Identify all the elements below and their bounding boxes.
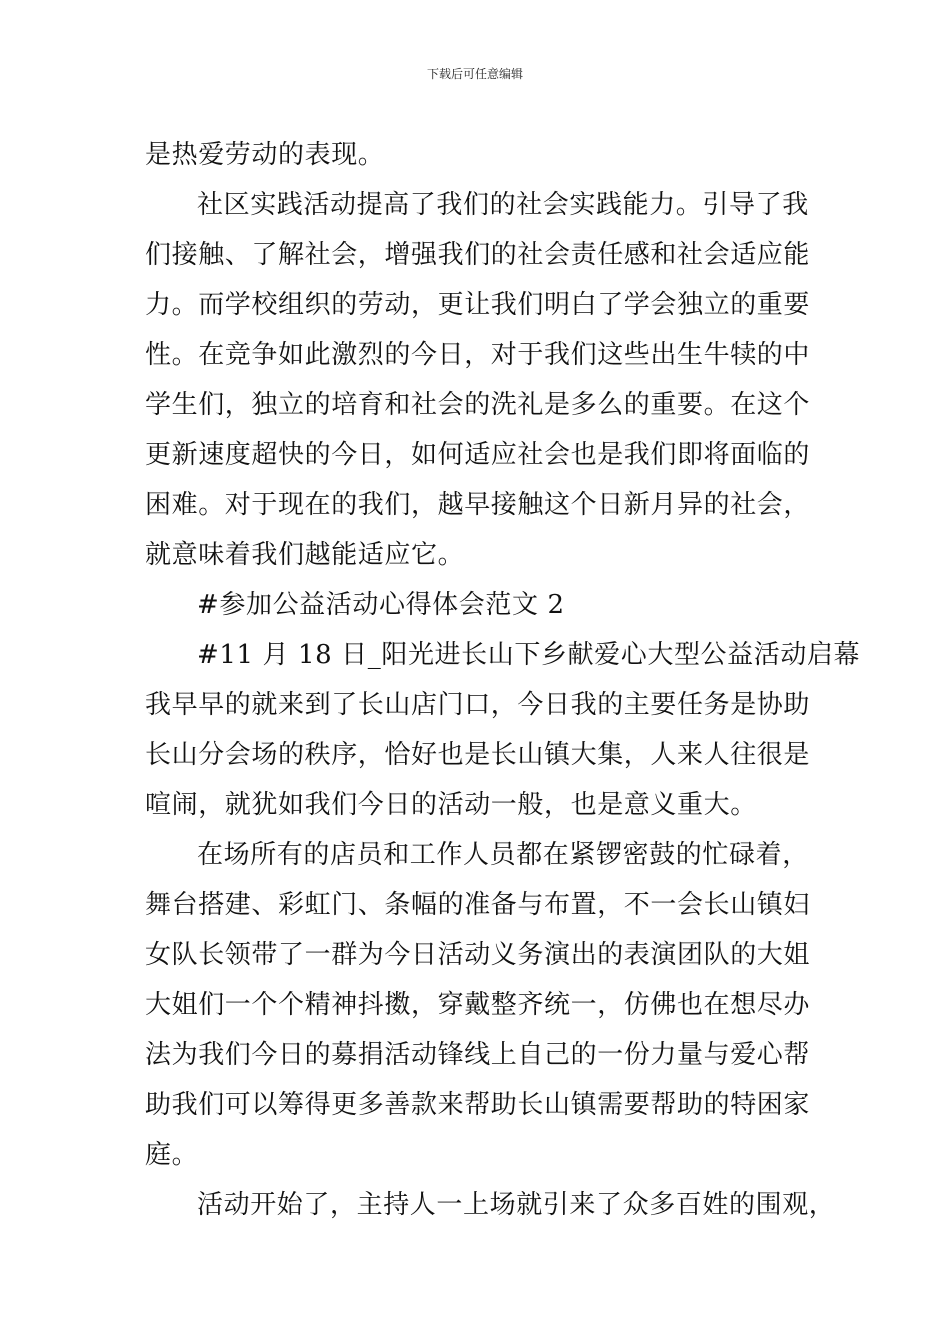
document-body	[145, 130, 861, 1230]
text-line: #参加公益活动心得体会范文 2	[197, 590, 565, 620]
paragraph	[145, 130, 825, 180]
text-line: 在场所有的店员和工作人员都在紧锣密鼓的忙碌着，	[197, 840, 809, 870]
paragraph	[145, 630, 861, 830]
text-line: 困难。对于现在的我们，越早接触这个日新月异的社会，	[145, 490, 811, 520]
text-line: #11 月 18 日_阳光进长山下乡献爱心大型公益活动启幕	[197, 640, 861, 670]
paragraph	[145, 180, 825, 580]
text-line: 社区实践活动提高了我们的社会实践能力。引导了我	[197, 190, 809, 220]
text-line: 性。在竞争如此激烈的今日，对于我们这些出生牛犊的中	[145, 340, 811, 370]
text-line: 活动开始了，主持人一上场就引来了众多百姓的围观，	[197, 1190, 836, 1220]
section-heading	[145, 580, 825, 630]
paragraph	[145, 830, 825, 1180]
text-line: 长山分会场的秩序，恰好也是长山镇大集，人来人往很是	[145, 740, 811, 770]
text-line: 女队长领带了一群为今日活动义务演出的表演团队的大姐	[145, 940, 811, 970]
text-line: 喧闹，就犹如我们今日的活动一般，也是意义重大。	[145, 790, 757, 820]
text-line: 更新速度超快的今日，如何适应社会也是我们即将面临的	[145, 440, 811, 470]
page-header: 下载后可任意编辑	[426, 67, 523, 81]
paragraph	[145, 1180, 836, 1230]
text-line: 学生们，独立的培育和社会的洗礼是多么的重要。在这个	[145, 390, 811, 420]
text-line: 是热爱劳动的表现。	[145, 140, 385, 170]
text-line: 舞台搭建、彩虹门、条幅的准备与布置，不一会长山镇妇	[145, 890, 811, 920]
text-line: 们接触、了解社会，增强我们的社会责任感和社会适应能	[145, 240, 811, 270]
text-line: 法为我们今日的募捐活动锋线上自己的一份力量与爱心帮	[145, 1040, 811, 1070]
text-line: 大姐们一个个精神抖擞，穿戴整齐统一，仿佛也在想尽办	[145, 990, 811, 1020]
text-line: 助我们可以筹得更多善款来帮助长山镇需要帮助的特困家	[145, 1090, 811, 1120]
text-line: 就意味着我们越能适应它。	[145, 540, 465, 570]
text-line: 庭。	[145, 1140, 199, 1170]
text-line: 我早早的就来到了长山店门口，今日我的主要任务是协助	[145, 690, 811, 720]
text-line: 力。而学校组织的劳动，更让我们明白了学会独立的重要	[145, 290, 811, 320]
